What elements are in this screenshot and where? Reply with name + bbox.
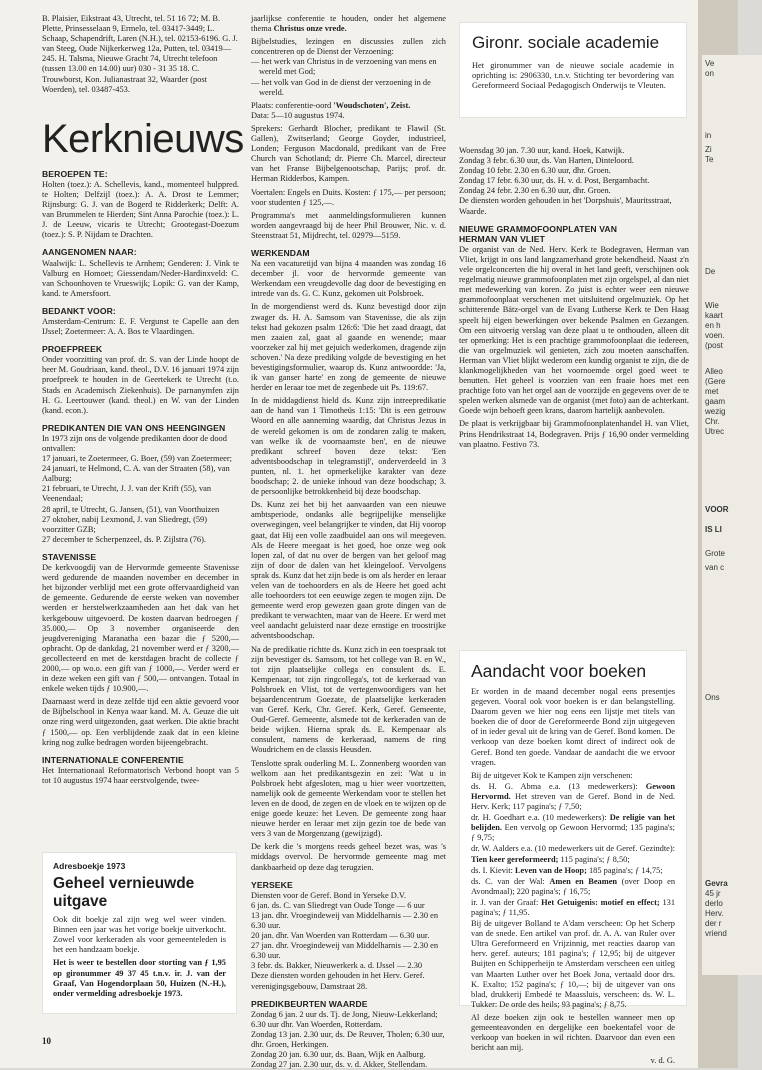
book-entry	[471, 898, 675, 918]
book-author: ds. C. van der Wal:	[471, 876, 545, 886]
predikanten-line: In 1973 zijn ons de volgende predikanten door de dood ontvallen:	[42, 433, 227, 453]
academie-text: Het gironummer van de nieuwe sociale academie in oprichting is: 2906330, t.n.v. Stichting ter bevordering van Gereformeerd Sociaal Pedagogisch Onderwijs te Vleuten.	[472, 61, 674, 91]
werkendam-text: Na een vacaturetijd van bijna 4 maanden was zondag 16 december jl. voor de hervormde gemeente van Werkendam een vreugdevolle dag door de bevestiging en intrede van ds. G. C. Kunz, gekomen uit Polsbroek.	[251, 259, 446, 299]
conference-program: Programma's met aanmeldingsformulieren kunnen worden aangevraagd bij de heer Phil Brouwer, Nic. v. d. Steenstraat 51, Mijdrecht, tel. 02979—5159.	[251, 210, 446, 240]
conference-place-name: 'Woudschoten', Zeist.	[333, 100, 411, 110]
adjacent-fragment: 45 jr	[705, 889, 721, 898]
adjacent-fragment: gaam	[705, 397, 726, 406]
predikbeurten-line: Zondag 13 jan. 2.30 uur, ds. De Reuver, Tholen; 6.30 uur, dhr. Groen, Herkingen.	[251, 1029, 445, 1049]
signature: v. d. G.	[650, 1056, 675, 1066]
bedankt-text: Amsterdam-Centrum: E. F. Vergunst te Capelle aan den IJssel; Zoetermeer: A. A. Bos te Vlaardingen.	[42, 316, 239, 337]
column-1	[42, 14, 244, 789]
book-title: Amen en Beamen	[549, 876, 618, 886]
book-title: Leven van de Hoop;	[514, 865, 587, 875]
book-title: De religie van het belijden.	[471, 813, 675, 833]
werkendam-text: Tenslotte sprak ouderling M. L. Zonnenberg woorden van welkom aan het predikantsgezin en zei: 'Wat u in Polsbroek hebt afgesloten, mag u hier weer voortzetten, namelijk ook de gemeente Werkendam voor te stellen het leven en de dood, de zegen en de vloek en te wijzen op de enige goede keuze: het Leven. De gemeente zong haar nieuwe herder en leraar met zijn gezin toe de bede van vers 3 van de Morgenzang (gewijzigd).	[251, 758, 446, 839]
adresboekje-title	[53, 875, 226, 911]
adresboekje-order-text: Het is weer te bestellen door storting van ƒ 1,95 op gironummer 49 37 45 t.n.v. ir. J. van der Graaf, Van Hogendorplaan 50, Huizen (N.-H.), onder vermelding adresboekje 1973.	[53, 958, 226, 998]
adjacent-fragment: (post	[705, 341, 723, 350]
book-author: dr. H. Goedhart e.a. (10 medewerkers):	[471, 813, 607, 823]
yerseke-line: Diensten voor de Geref. Bond in Yerseke D.V.	[251, 890, 406, 900]
aandacht-other-publishers: Bij de uitgever Bolland te A'dam verscheen: Op het Scherp van de snede. Een artikel van prof. dr. A. A. van Ruler over Ultra Gereformeerd en Vrijzinnig, met reacties daarop van herv. geref. auteurs; 181 pagina's; ƒ 12,95; bij de uitgever Buijten en Schipperheijn te Amsterdam verscheen een uitleg van Maarten Luther over het Boek Jona, vertaald door drs. K. Exalto; 152 pagina's; ƒ 10,—; bij de uitgever van ons blad, drukkerij Embedé te Maassluis, verscheen: ds. W. L. Tukker: De orde des heils; 93 pagina's; ƒ 8,75.	[471, 919, 675, 1009]
adjacent-fragment: kaart	[705, 311, 723, 320]
conference-dates: Data: 5—10 augustus 1974.	[251, 110, 345, 120]
academie-box	[459, 22, 687, 118]
grammofoon-order-text: De plaat is verkrijgbaar bij Grammofoonplatenhandel H. van Vliet, Prins Hendrikstraat 14, Bodegraven. Prijs ƒ 16,90 onder vermelding van plaatno. Festivo 73.	[459, 419, 689, 449]
column-3	[459, 146, 689, 453]
conference-speakers: Sprekers: Gerhardt Blocher, predikant te Flawil (St. Gallen), Zwitserland; George Goyder, industrieel, Londen; Ferguson Macdonald, predikant van de Free Church van Schotland; dr. Pierre Ch. Marcel, directeur van het Franse Bijbelgenootschap, Parijs; prof. dr. Herman Ridderbos, Kampen.	[251, 123, 446, 184]
predikanten-line: 24 januari, te Helmond, C. A. van der Straaten (58), van Aalburg;	[42, 464, 230, 484]
adresboekje-kicker: Adresboekje 1973	[53, 861, 126, 871]
addresses-list: B. Plaisier, Eikstraat 43, Utrecht, tel. 51 16 72; M. B. Plette, Prinsesselaan 9, Ermelo, tel. 03417-3449; L. Schaap, Schapendrift, Laren (N.H.), tel. 02153-6196. G. J. van Steeg, Oude Nijkerkerweg 12a, Putten, tel. 03419—245. H. Talsma, Nieuwe Gracht 74, Utrecht telefoon (tussen 13.00 en 14.00) uur) 030 - 31 35 18. C. Trouwborst, Kon. Julianastraat 32, Waarder (post Woerden), tel. 03487-453.	[42, 14, 238, 94]
predikbeurten-heading: PREDIKBEURTEN WAARDE	[251, 998, 368, 1009]
aandacht-kok-intro: Bij de uitgever Kok te Kampen zijn verschenen:	[471, 770, 633, 780]
book-entry	[471, 782, 675, 812]
conference-item: — het volk van God in de dienst der verzoening in de wereld.	[251, 77, 431, 97]
conference-place-label: Plaats: conferentie-oord	[251, 100, 332, 110]
stavenisse-text-2: Daarnaast werd in deze zelfde tijd een aktie gevoerd voor de Bijbelschool in Kenya waar kand. M. A. Geuze die uit onze ring werd uitgezonden, gaat werken. Die aktie bracht ƒ 1500,— op. Een verblijdende zaak dat in een kleine kring nog zulke bedragen worden bijeengebracht.	[42, 697, 239, 747]
predikanten-line: 17 januari, te Zoetermeer, G. Boer, (59) van Zoetermeer;	[42, 454, 233, 464]
adjacent-page-strip	[698, 0, 738, 1068]
aangenomen-heading: AANGENOMEN NAAR:	[42, 247, 137, 258]
werkendam-heading: WERKENDAM	[251, 247, 310, 258]
predikanten-line: 27 december te Scherpenzeel, ds. P. Zijlstra (76).	[42, 534, 206, 544]
predikanten-line: 21 februari, te Utrecht, J. J. van der Krift (55), van Veenendaal;	[42, 484, 212, 504]
adjacent-fragment: Chr.	[705, 417, 720, 426]
predikbeurten-line: Zondag 20 jan. 6.30 uur, ds. Baan, Wijk en Aalburg.	[251, 1050, 426, 1060]
academie-title: Gironr. sociale academie	[472, 33, 660, 52]
adjacent-fragment: der r	[705, 919, 722, 928]
conference-focus: Bijbelstudies, lezingen en discussies zullen zich concentreren op de Dienst der Verzoening:	[251, 37, 446, 57]
waarde-line: De diensten worden gehouden in het 'Dorpshuis', Mauritsstraat, Waarde.	[459, 196, 672, 216]
book-details: Een vervolg op Gewoon Hervormd; 135 pagina's; ƒ 9,75;	[471, 823, 676, 843]
waarde-line: Zondag 24 febr. 2.30 en 6.30 uur, dhr. Groen.	[459, 186, 611, 196]
adjacent-fragment: Grote	[705, 549, 726, 558]
book-details: 131 pagina's; ƒ 11,95.	[471, 897, 676, 917]
adjacent-fragment: met	[705, 387, 719, 396]
waarde-line: Woensdag 30 jan. 7.30 uur, kand. Hoek, Katwijk.	[459, 146, 625, 155]
book-author: ir. J. van der Graaf:	[471, 897, 539, 907]
beroepen-heading: BEROEPEN TE:	[42, 168, 108, 179]
adjacent-fragment: Te	[705, 155, 714, 164]
adjacent-fragment: en h	[705, 321, 721, 330]
adjacent-fragment: Alleo	[705, 367, 723, 376]
proefpreek-heading: PROEFPREEK	[42, 344, 103, 355]
yerseke-line: 27 jan. dhr. Vroegindeweij van Middelharnis — 2.30 en 6.30 uur.	[251, 941, 439, 961]
aandacht-box	[459, 650, 687, 1066]
adresboekje-title-line: Geheel vernieuwde	[53, 875, 195, 893]
internationale-heading: INTERNATIONALE CONFERENTIE	[42, 754, 184, 765]
adjacent-fragment: VOOR	[705, 505, 729, 514]
grammofoon-text: De organist van de Ned. Herv. Kerk te Bodegraven, Herman van Vliet, krijgt in ons land langzamerhand grote bekendheid. Naast z'n vele orgelconcerten die hij overal in het land geeft, verschijnen ook regelmatig nieuwe grammofoonplaten met zijn orgelspel, al dan niet met medewerking van koren. Zo juist is echter weer een nieuwe grammofoonplaat verschenen met uitsluitend orgelmuziek. Op het schitterende Bätz-orgel van de Evang Lutherse Kerk te Den Haag speelt hij eigen bewerkingen over bekende Psalmen en Gezangen. Om een uitvoerig verslag van deze plaat u te onthouden, alleen dit ter opmerking: Het is een prachtige grammofoonplaat die iedereen, die van orgelmuziek wil genieten, zich zou moeten aanschaffen. Herman van Vliet blijkt wederom een kundig organist te zijn, die de klankmogelijkheden van het voornoemde orgel goed weet te benutten. Het geheel is voorzien van een fraaie hoes met een prachtige foto van het orgel aan de voorzijde en gegevens over de te spelen werken alsmede van de organist (met foto) aan de achterkant. Goede wijn behoeft geen krans, daarom hartelijk aanbevolen.	[459, 244, 689, 416]
conference-theme: Christus onze vrede.	[273, 24, 347, 34]
predikanten-line: 27 oktober, nabij Lexmond, J. van Sliedregt, (59) voorzitter GZB;	[42, 514, 208, 534]
adjacent-fragment: (Gere	[705, 377, 726, 386]
predikbeurten-line: Zondag 6 jan. 2 uur ds. Tj. de Jong, Nieuw-Lekkerland; 6.30 uur dhr. Van Woerden, Rotterdam.	[251, 1009, 438, 1029]
book-title: Gewoon Hervormd.	[471, 781, 676, 801]
aangenomen-text: Waalwijk: L. Schellevis te Arnhem; Genderen: J. Vink te Valburg en Homoet; Giessendam/Neder-Hardinxveld: C. van Schoonhoven te Vrueswijk; Lopik: G. van der Kamp, kand. te Amersfoort.	[42, 258, 239, 298]
adjacent-fragment: voen.	[705, 331, 725, 340]
yerseke-line: 13 jan. dhr. Vroegindeweij van Middelharnis — 2.30 en 6.30 uur.	[251, 910, 439, 930]
aandacht-intro: Er worden in de maand december nogal eens presentjes gegeven. Vooral ook voor boeken is er dan belangstelling. Daarom geven we hier nog eens een lijstje met titels van boeken die of door de Gereformeerde Bond zijn uitgegeven of in ieder geval uit de kring van de Geref. Bond komen. De verkoop van deze boeken komt direct of indirect ook de Geref. Bond ten goede. Vandaar de aandacht die we ervoor vragen.	[471, 687, 675, 767]
adjacent-fragment: Herv.	[705, 909, 724, 918]
adjacent-fragment: derlo	[705, 899, 723, 908]
conference-place	[251, 101, 446, 111]
book-entry	[471, 866, 675, 876]
adresboekje-title-line: uitgave	[53, 893, 108, 911]
book-title: Tien keer gereformeerd;	[471, 854, 559, 864]
adjacent-fragment: on	[705, 69, 714, 78]
book-details: (over Doop en Avondmaal); 220 pagina's; ƒ 16,75;	[471, 876, 676, 896]
yerseke-line: 6 jan. ds. C. van Sliedregt van Oude Tonge — 6 uur	[251, 900, 425, 910]
werkendam-text: In de middagdienst hield ds. Kunz zijn intreepredikatie aan de hand van 1 Timotheüs 1:15: 'Dit is een getrouw Woord en alle aanneming waardig, dat Christus Jezus in de wereld gekomen is om de zondaren zalig te maken, van welke ik de voornaamste ben', en de nieuwe predikant schreef boven deze tekst: 'Een adventsboodschap in telegramstijl', onderverdeeld in 3 punten, nl. 1. het opmerkelijke karakter van deze boodschap; 2. de unieke inhoud van deze boodschap; 3. de persoonlijke betrokkenheid bij deze boodschap.	[251, 396, 446, 497]
adresboekje-text: Ook dit boekje zal zijn weg wel weer vinden. Binnen een jaar was het vorige boekje uitverkocht. Zowel voor kerkeraden als voor gemeenteleden is het een handzaam boekje.	[53, 915, 226, 955]
adjacent-fragment: Gevra	[705, 879, 728, 888]
adjacent-fragment: De	[705, 267, 716, 276]
internationale-text: Het Internationaal Reformatorisch Verbond hoopt van 5 tot 10 augustus 1974 haar eerstvolgende, twee-	[42, 765, 239, 785]
adjacent-fragment: vriend	[705, 929, 727, 938]
book-entry	[471, 877, 675, 897]
grammofoon-heading-line: NIEUWE GRAMMOFOONPLATEN VAN	[459, 223, 618, 234]
waarde-line: Zondag 10 febr. 2.30 en 6.30 uur, dhr. Groen.	[459, 166, 611, 176]
adjacent-fragment: IS LI	[705, 525, 722, 534]
aandacht-title: Aandacht voor boeken	[471, 661, 647, 681]
adjacent-fragment: Wie	[705, 301, 719, 310]
adjacent-fragment: Ons	[705, 693, 720, 702]
beroepen-text: Holten (toez.): A. Schellevis, kand., momenteel hulppred. te Holten; Delfzijl (toez.): A. A. Drost te Lemmer; Rijnsburg: G. J. van de Bogerd te Ridderkerk; Delft: A. van Brummelen te Hierden; Sint Anna Parochie (toez.): L. J. de Leeuw, vicaris te Utrecht; Grootegast-Doezum (toez.): S. P. Nijdam te Drachten.	[42, 179, 239, 240]
conference-costs: Voertalen: Engels en Duits. Kosten: ƒ 175,— per persoon; voor studenten ƒ 125,—.	[251, 187, 446, 207]
book-author: ds. I. Kievit:	[471, 865, 513, 875]
werkendam-text: Ds. Kunz zei het bij het aanvaarden van een nieuwe ambtsperiode, ondanks alle begrijpelijke menselijke overwegingen, veel belangrijker te vinden, dat Hij voorop gaat, dat Hij een volle zaadbuidel aan ons wil meegeven. Als de Heere meegaat is het goed, hoe onze weg ook lopen zal, of dat nu over de bergen van het geloof mag zijn of door de dalen van het kleingeloof. Vervolgens sprak ds. Kunz dat het zijn bede is om als herder en leraar velen van de toehoorders en als de Heere het goed acht alle toehoorders tot een eeuwige zegen te mogen zijn. De gemeente werd erop gewezen gaan grote dingen van de predikant te verwachten, maar van de Heere. Er werd met veel aandacht geluisterd naar deze ernstige en troostrijke adventsboodschap.	[251, 500, 446, 641]
stavenisse-heading: STAVENISSE	[42, 551, 97, 562]
proefpreek-text: Onder voorzitting van prof. dr. S. van der Linde hoopt de heer M. Goudriaan, kand. theol., D.V. 16 januari 1974 zijn proefpreek te houden in de Geertekerk te Utrecht (t.o. Stads en Academisch Ziekenhuis). De parnanymfen zijn H. G. Leertouwer (kand. theol.) en W. van der Linden (kand. econ.).	[42, 355, 239, 415]
yerseke-line: Deze diensten worden gehouden in het Herv. Geref. verenigingsgebouw, Damstraat 28.	[251, 971, 425, 991]
waarde-line: Zondag 3 febr. 6.30 uur, ds. Van Harten, Dinteloord.	[459, 156, 634, 166]
werkendam-text: De kerk die 's morgens reeds geheel bezet was, was 's middags overvol. De hervormde gemeente mag met dankbaarheid op deze dag terugzien.	[251, 842, 446, 872]
book-entry	[471, 813, 675, 843]
book-details: Het streven van de Geref. Bond in de Ned. Herv. Kerk; 117 pagina's; ƒ 7,50;	[471, 791, 676, 812]
book-details: 115 pagina's; ƒ 8,50;	[560, 854, 630, 864]
adjacent-fragment: Zi	[705, 145, 712, 154]
adresboekje-box	[42, 852, 237, 1014]
yerseke-line: 20 jan. dhr. Van Woerden van Rotterdam — 6.30 uur.	[251, 931, 430, 941]
grammofoon-heading	[459, 224, 689, 244]
conference-intro-text: jaarlijkse conferentie te houden, onder het algemene thema	[251, 14, 446, 34]
bedankt-heading: BEDANKT VOOR:	[42, 305, 116, 316]
adjacent-fragment: in	[705, 131, 712, 140]
werkendam-text: Na de predikatie richtte ds. Kunz zich in een toespraak tot zijn bevestiger ds. Samsom, tot het college van B. en W., tot zijn plaatselijke collega en consulent ds. E. Kempenaar, tot zijn ringcollega's, tot de kerkeraad van Polsbroek en Vlist, tot de vertegenwoordigers van het bejaardencentrum Goezate, de plaatselijke kerkeraden van Geref. Kerk, Chr. Geref. Kerk, Geref. Gemeente, Oud-Geref. Gemeente, alsmede tot de kerkeraden van de beide wijken. Hierna sprak ds. E. Kempenaar als consulent, namens de kerkeraad, namens de ring Woudrichem en de classis Heusden.	[251, 644, 446, 755]
stavenisse-text-1: De kerkvoogdij van de Hervormde gemeente Stavenisse werd gedurende de maanden november en december in het bijzonder verblijd met een grote offervaardigheid van de gemeente. Gedurende de eerste weken van november werden er herstelwerkzaamheden aan het dak van het kerkgebouw uitgevoerd. De kosten daarvan bedroegen ƒ 35.000,— Op 3 november organiseerde den jeugdvereniging Maranatha een bazar die ƒ 5200,— opbracht. Op de dankdag, 21 november werd er ƒ 3200,— gecollecteerd en met de kerstdagen bracht de collecte ƒ 2000,— op wo.o. een gift van ƒ 1000,—. Verder werd er in deze weken een gift van ƒ 500,— ontvangen. Totaal in enkele weken tijds ƒ 10.900,—.	[42, 563, 239, 694]
conference-intro	[251, 14, 446, 34]
adjacent-page-text	[702, 55, 762, 975]
book-details: 185 pagina's; ƒ 14,75;	[588, 865, 663, 875]
predikanten-line: 28 april, te Utrecht, G. Jansen, (51), van Voorthuizen	[42, 504, 220, 514]
book-title: Het Getuigenis: motief en effect;	[541, 897, 660, 907]
book-author: dr. W. Aalders e.a. (10 medewerkers uit de Geref. Gezindte):	[471, 844, 675, 854]
adjacent-fragment: wezig	[705, 407, 726, 416]
book-author: ds. H. G. Abma e.a. (13 medewerkers):	[471, 781, 638, 791]
conference-item: — het werk van Christus in de verzoening van mens en wereld met God;	[251, 57, 437, 77]
adjacent-fragment: Utrec	[705, 427, 725, 436]
predikanten-heading: PREDIKANTEN DIE VAN ONS HEENGINGEN	[42, 422, 226, 433]
aandacht-closing: Al deze boeken zijn ook te bestellen wanneer men op gemeenteavonden en dergelijke een boekentafel voor de verkoop van boeken in wil richten. Daarvoor dan even een bericht aan mij.	[471, 1012, 675, 1053]
conference-items	[251, 57, 446, 97]
section-title: Kerknieuws	[42, 116, 244, 161]
yerseke-heading: YERSEKE	[251, 879, 293, 890]
predikbeurten-line: Zondag 27 jan. 2.30 uur, ds. v. d. Akker, Stellendam.	[251, 1060, 428, 1070]
werkendam-text: In de morgendienst werd ds. Kunz bevestigd door zijn zwager ds. H. A. Samsom van Stavenisse, die als zijn tekst had gekozen psalm 126:6: 'Die het zaad draagt, dat men zaaien zal, gaat al gaande en wenende; maar voorzeker zal hij met gejuich wederkomen, dragende zijn schoven.' Na deze prediking volgde de bevestiging en het bevestigingsformulier, waarop ds. Kunz antwoordde: 'Ja, ik van ganser harte' en zong de gemeente de nieuwe herder en leraar toe met de zegenbede uit Ps. 119:67.	[251, 302, 446, 393]
book-entry	[471, 844, 675, 864]
predikanten-list	[42, 434, 239, 545]
column-2	[251, 14, 446, 1070]
adjacent-fragment: Ve	[705, 59, 715, 68]
page-number: 10	[42, 1036, 51, 1046]
waarde-line: Zondag 17 febr. 6.30 uur, ds. H. v. d. Post, Bergambacht.	[459, 176, 650, 186]
grammofoon-heading-line: HERMAN VAN VLIET	[459, 233, 545, 244]
yerseke-line: 3 febr. ds. Bakker, Nieuwerkerk a. d. IJssel — 2.30	[251, 961, 423, 971]
adjacent-fragment: van c	[705, 563, 725, 572]
